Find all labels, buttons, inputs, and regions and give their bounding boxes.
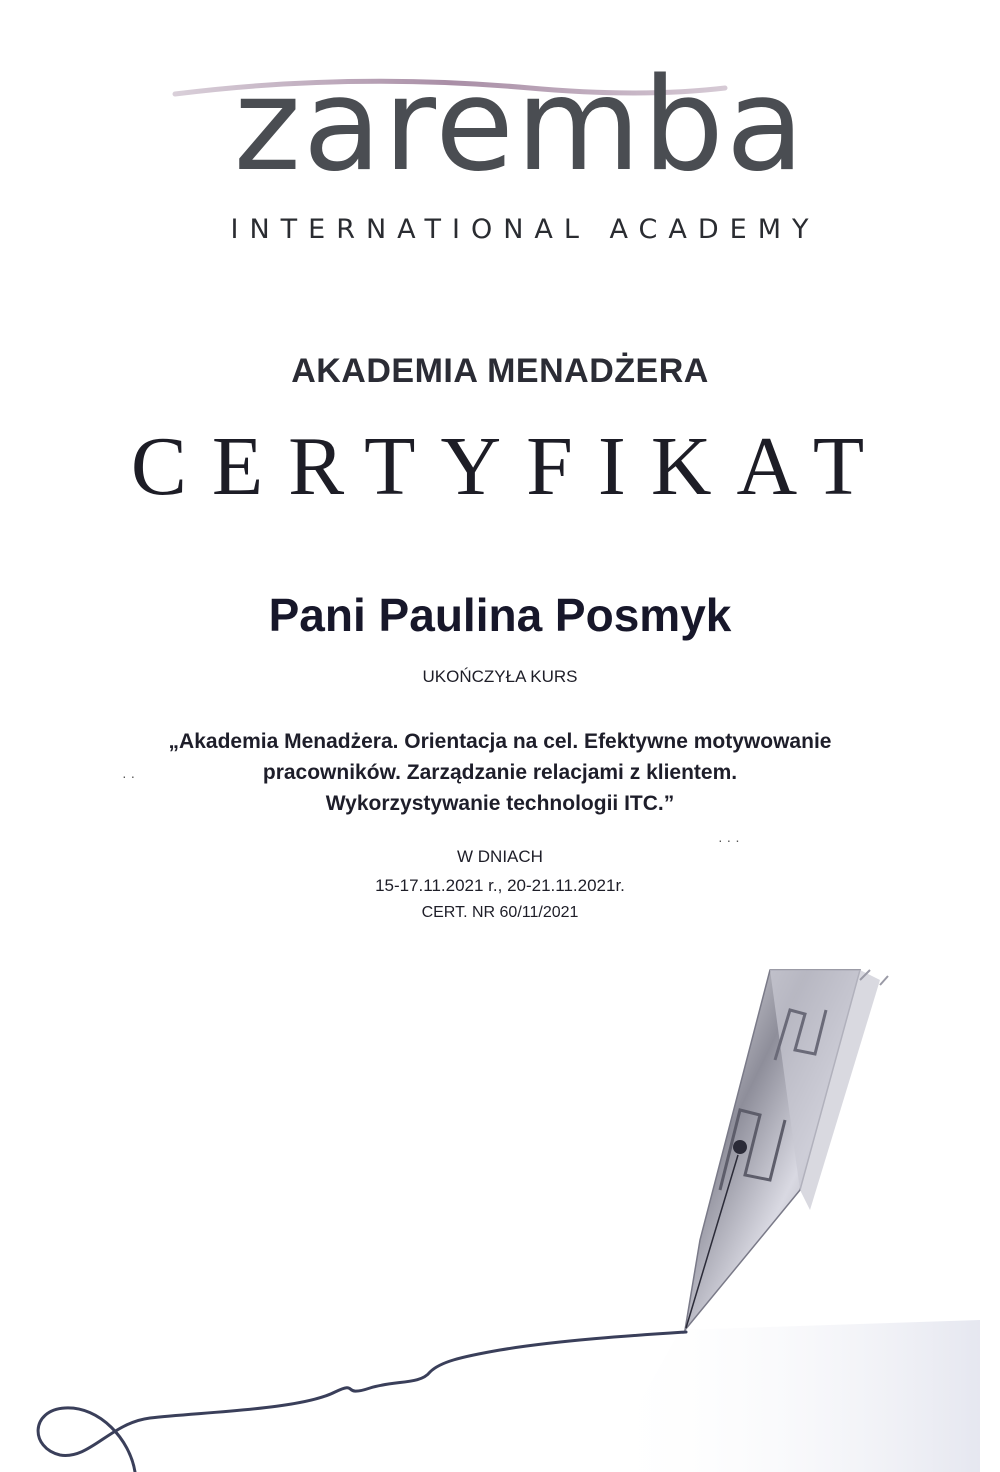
logo-wordmark: zaremba (233, 51, 807, 200)
course-line: „Akademia Menadżera. Orientacja na cel. Efektywne motywowanie (168, 730, 832, 753)
speck-mark: · · · (718, 832, 740, 848)
speck-mark: · · (122, 768, 136, 784)
certificate-title: CERTYFIKAT (130, 420, 890, 513)
course-line: pracowników. Zarządzanie relacjami z klientem. (262, 761, 738, 784)
logo-tagline: INTERNATIONAL ACADEMY (230, 214, 820, 245)
course-line: Wykorzystywanie technologii ITC.” (325, 792, 675, 815)
fountain-pen-nib-icon (0, 940, 1000, 1472)
course-dates: 15-17.11.2021 r., 20-21.11.2021r. (375, 876, 625, 895)
recipient-name: Pani Paulina Posmyk (268, 589, 732, 641)
certificate-number: CERT. NR 60/11/2021 (421, 904, 579, 921)
program-title: AKADEMIA MENADŻERA (291, 352, 709, 390)
course-title (130, 726, 870, 819)
completed-label: UKOŃCZYŁA KURS (422, 667, 578, 686)
dates-label: W DNIACH (457, 847, 543, 866)
